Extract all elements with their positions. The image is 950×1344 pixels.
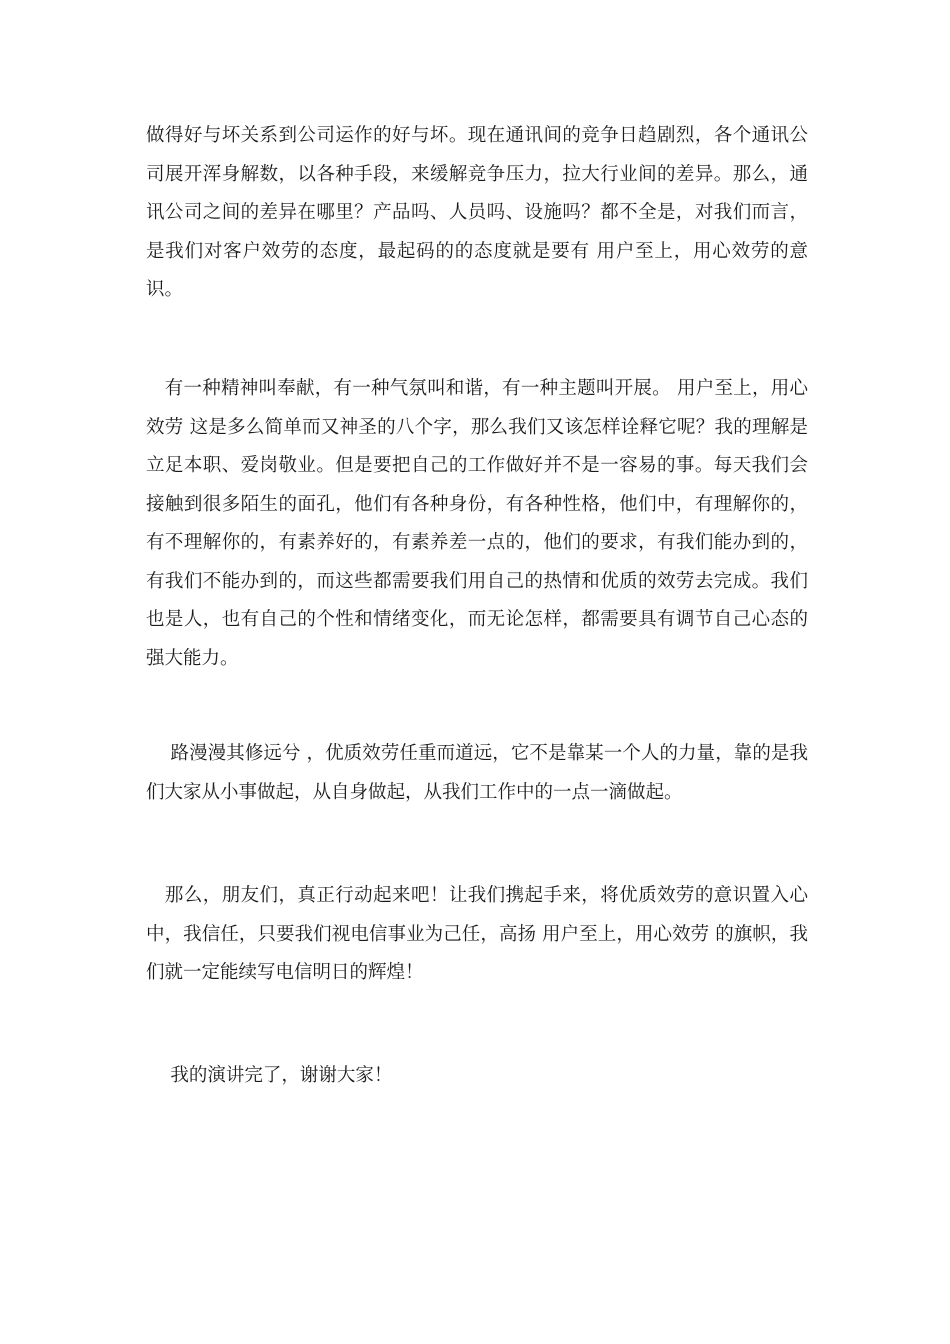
paragraph-call-to-action: 那么，朋友们，真正行动起来吧！让我们携起手来，将优质效劳的意识置入心中，我信任，只要我们视电信事业为己任，高扬 用户至上，用心效劳 的旗帜，我们就一定能续写电信明日的辉煌！	[146, 885, 808, 983]
paragraph-long-road: 路漫漫其修远兮 ，优质效劳任重而道远，它不是靠某一个人的力量，靠的是我们大家从小事做起，从自身做起，从我们工作中的一点一滴做起。	[146, 743, 808, 803]
paragraph-closing: 我的演讲完了，谢谢大家！	[146, 1065, 393, 1086]
paragraph-service-attitude: 做得好与坏关系到公司运作的好与坏。现在通讯间的竞争日趋剧烈，各个通讯公司展开浑身解数，以各种手段，来缓解竞争压力，拉大行业间的差异。那么，通讯公司之间的差异在哪里？产品吗、人员吗、设施吗？都不全是，对我们而言，是我们对客户效劳的态度，最起码的的态度就是要有 用户至上，用心效劳的意识。	[146, 125, 808, 300]
paragraph-dedication: 有一种精神叫奉献，有一种气氛叫和谐，有一种主题叫开展。 用户至上，用心效劳 这是多么简单而又神圣的八个字，那么我们又该怎样诠释它呢？我的理解是立足本职、爱岗敬业。但是要把自己的工作做好并不是一容易的事。每天我们会接触到很多陌生的面孔，他们有各种身份，有各种性格，他们中，有理解你的，有不理解你的，有素养好的，有素养差一点的，他们的要求，有我们能办到的，有我们不能办到的，而这些都需要我们用自己的热情和优质的效劳去完成。我们也是人，也有自己的个性和情绪变化，而无论怎样，都需要具有调节自己心态的强大能力。	[146, 378, 808, 669]
